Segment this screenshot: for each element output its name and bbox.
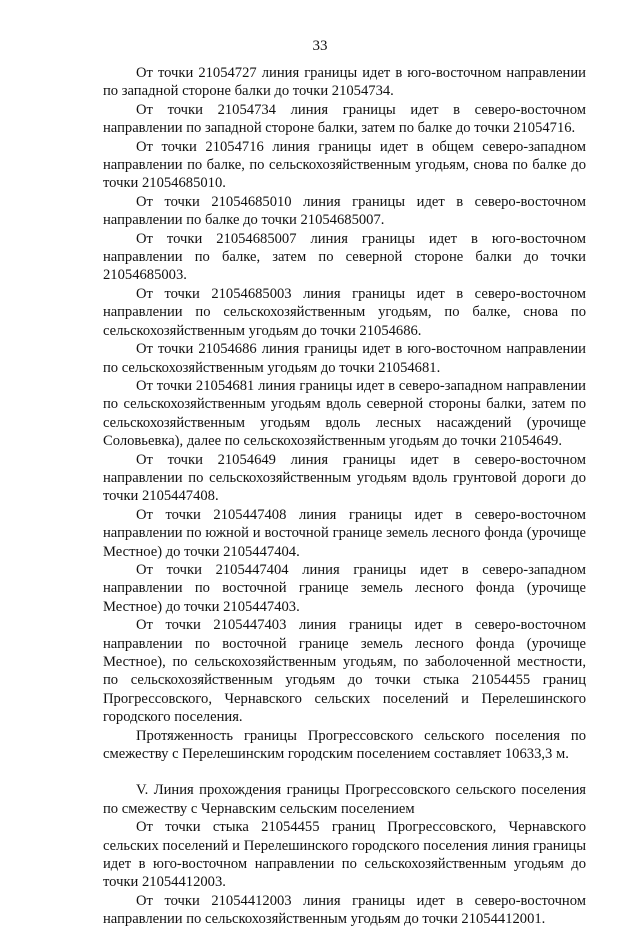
paragraph: От точки 21054727 линия границы идет в юго-восточном направлении по западной стороне балки до точки 21054734.	[103, 65, 586, 100]
paragraph: От точки 2105447404 линия границы идет в северо-западном направлении по восточной границе земель лесного фонда (урочище Местное) до точки 2105447403.	[103, 561, 586, 615]
paragraph: От точки 21054686 линия границы идет в юго-восточном направлении по сельскохозяйственным угодьям до точки 21054681.	[103, 341, 586, 376]
paragraph: От точки 2105447403 линия границы идет в северо-восточном направлении по восточной границе земель лесного фонда (урочище Местное), по сельскохозяйственным угодьям, по заболоченной местности, по сельскохозяйственным угодьям до точки стыка 21054455 границ Прогрессовского, Чернавского сельских поселений и Перелешинского городского поселения.	[103, 617, 586, 726]
paragraph: От точки 21054716 линия границы идет в общем северо-западном направлении по балке, по сельскохозяйственным угодьям, снова по балке до точки 21054685010.	[103, 138, 586, 192]
paragraph: От точки 21054412003 линия границы идет в северо-восточном направлении по сельскохозяйственным угодьям до точки 21054412001.	[103, 892, 586, 928]
paragraph: От точки 21054685003 линия границы идет в северо-восточном направлении по сельскохозяйственным угодьям, по балке, снова по сельскохозяйственным угодьям до точки 21054686.	[103, 285, 586, 339]
paragraph: От точки 21054734 линия границы идет в северо-восточном направлении по западной стороне балки, затем по балке до точки 21054716.	[103, 101, 586, 137]
page-number: 33	[312, 38, 328, 54]
document-body	[103, 64, 586, 929]
section-heading: V. Линия прохождения границы Прогрессовского сельского поселения по смежеству с Чернавским сельским поселением	[103, 782, 586, 817]
paragraph: Протяженность границы Прогрессовского сельского поселения по смежеству с Перелешинским городским поселением составляет 10633,3 м.	[103, 727, 586, 763]
paragraph: От точки 21054685010 линия границы идет в северо-восточном направлении по балке до точки 21054685007.	[103, 193, 586, 229]
paragraph: От точки стыка 21054455 границ Прогрессовского, Чернавского сельских поселений и Перелешинского городского поселения линия границы идет в юго-восточном направлении по сельскохозяйственным угодьям до точки 21054412003.	[103, 819, 586, 891]
paragraph: От точки 21054681 линия границы идет в северо-западном направлении по сельскохозяйственным угодьям вдоль северной стороны балки, затем по сельскохозяйственным угодьям вдоль лесных насаждений (урочище Соловьевка), далее по сельскохозяйственным угодьям до точки 21054649.	[103, 377, 586, 450]
paragraph: От точки 2105447408 линия границы идет в северо-восточном направлении по южной и восточной границе земель лесного фонда (урочище Местное) до точки 2105447404.	[103, 506, 586, 560]
paragraph: От точки 21054649 линия границы идет в северо-восточном направлении по сельскохозяйственным угодьям вдоль грунтовой дороги до точки 2105447408.	[103, 451, 586, 505]
paragraph: От точки 21054685007 линия границы идет в юго-восточном направлении по балке, затем по северной стороне балки до точки 21054685003.	[103, 230, 586, 284]
